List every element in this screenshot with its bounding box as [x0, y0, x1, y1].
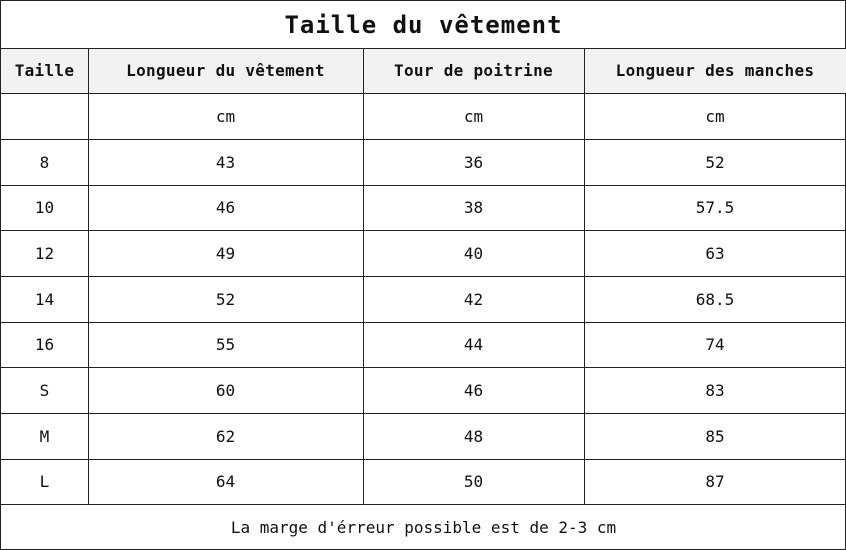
data-cell-r5-c2: 46	[463, 380, 484, 400]
data-cell-r1-c0: 10	[34, 198, 55, 217]
row-divider	[1, 185, 846, 186]
data-cell-r7-c1: 64	[215, 472, 236, 491]
row-divider	[1, 230, 846, 231]
table-title: Taille du vêtement	[284, 10, 563, 39]
row-divider	[1, 48, 846, 49]
row-divider	[1, 322, 846, 323]
data-cell-r6-c1: 62	[215, 426, 236, 446]
row-divider	[1, 139, 846, 140]
data-cell-r4-c1: 55	[215, 335, 236, 354]
data-cell-r4-c2: 44	[463, 335, 484, 354]
data-cell-r2-c3: 63	[705, 243, 725, 263]
column-header-2: Tour de poitrine	[394, 61, 553, 80]
data-cell-r2-c0: 12	[34, 243, 55, 263]
data-cell-r0-c3: 52	[705, 152, 725, 172]
row-divider	[1, 93, 846, 94]
data-cell-r0-c2: 36	[463, 152, 484, 172]
column-header-3: Longueur des manches	[615, 61, 815, 80]
table-footer-note: La marge d'érreur possible est de 2-3 cm	[230, 517, 617, 537]
row-divider	[1, 413, 846, 414]
data-cell-r1-c2: 38	[463, 198, 484, 217]
unit-cell-0	[1, 93, 88, 139]
data-cell-r1-c1: 46	[215, 198, 236, 217]
data-cell-r5-c0: S	[39, 380, 50, 400]
data-cell-r2-c1: 49	[215, 243, 236, 263]
data-cell-r6-c2: 48	[463, 426, 484, 446]
column-divider	[88, 48, 89, 504]
data-cell-r4-c0: 16	[34, 335, 55, 354]
unit-cell-1: cm	[215, 106, 236, 126]
column-divider	[584, 48, 585, 504]
data-cell-r3-c2: 42	[463, 289, 484, 309]
data-cell-r4-c3: 74	[705, 335, 725, 354]
column-header-1: Longueur du vêtement	[126, 61, 325, 80]
data-cell-r2-c2: 40	[463, 243, 484, 263]
row-divider	[1, 367, 846, 368]
unit-cell-3: cm	[705, 106, 725, 126]
data-cell-r1-c3: 57.5	[695, 198, 735, 217]
data-cell-r0-c1: 43	[215, 152, 236, 172]
column-divider	[363, 48, 364, 504]
data-cell-r7-c0: L	[39, 472, 50, 491]
row-divider	[1, 276, 846, 277]
row-divider	[1, 459, 846, 460]
data-cell-r6-c3: 85	[705, 426, 725, 446]
data-cell-r5-c1: 60	[215, 380, 236, 400]
data-cell-r0-c0: 8	[39, 152, 50, 172]
data-cell-r5-c3: 83	[705, 380, 725, 400]
column-header-0: Taille	[14, 61, 75, 80]
row-divider	[1, 504, 846, 505]
data-cell-r7-c2: 50	[463, 472, 484, 491]
data-cell-r3-c3: 68.5	[695, 289, 735, 309]
data-cell-r6-c0: M	[39, 426, 50, 446]
unit-cell-2: cm	[463, 106, 484, 126]
data-cell-r3-c1: 52	[215, 289, 236, 309]
data-cell-r3-c0: 14	[34, 289, 55, 309]
data-cell-r7-c3: 87	[705, 472, 725, 491]
